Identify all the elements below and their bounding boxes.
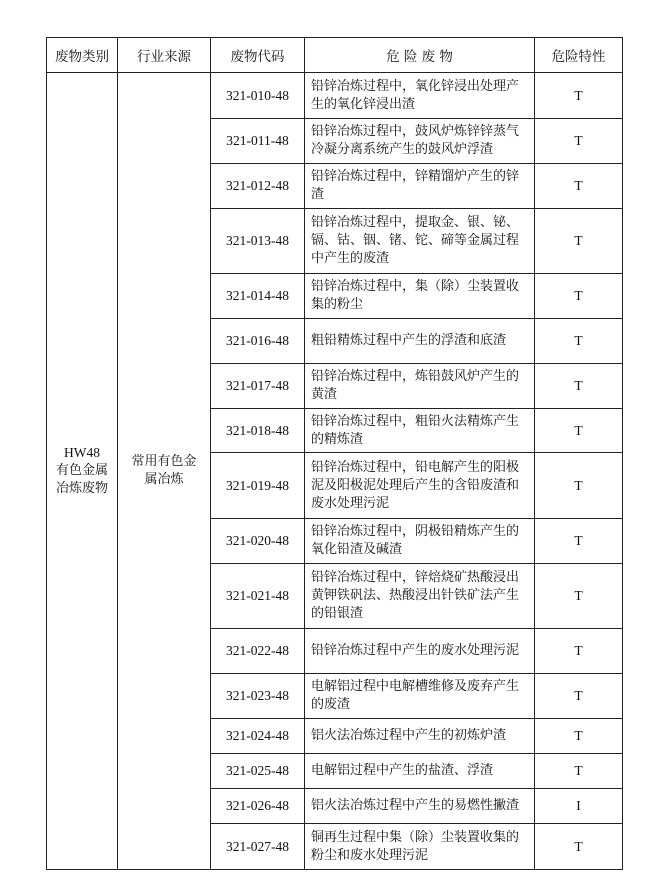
waste-description: 铅锌冶炼过程中，炼铅鼓风炉产生的黄渣 — [305, 364, 535, 409]
waste-code: 321-024-48 — [211, 719, 305, 754]
hazard-trait: T — [535, 164, 623, 209]
hazardous-waste-table — [46, 37, 623, 870]
hazard-trait: T — [535, 519, 623, 564]
header-waste: 危 险 废 物 — [305, 38, 535, 73]
hazard-trait: T — [535, 754, 623, 789]
hazard-trait: T — [535, 274, 623, 319]
waste-code: 321-023-48 — [211, 674, 305, 719]
waste-code: 321-010-48 — [211, 73, 305, 119]
header-row — [47, 38, 623, 73]
waste-code: 321-027-48 — [211, 824, 305, 870]
waste-code: 321-026-48 — [211, 789, 305, 824]
hazard-trait: T — [535, 824, 623, 870]
category-cell — [47, 73, 118, 870]
hazard-trait: T — [535, 564, 623, 629]
category-code: HW48 — [64, 445, 100, 460]
hazard-trait: T — [535, 119, 623, 164]
waste-description: 铅锌冶炼过程中，提取金、银、铋、镉、钴、铟、锗、铊、碲等金属过程中产生的废渣 — [305, 209, 535, 274]
header-category: 废物类别 — [47, 38, 118, 73]
waste-code: 321-014-48 — [211, 274, 305, 319]
waste-description: 铅锌冶炼过程中，集（除）尘装置收集的粉尘 — [305, 274, 535, 319]
waste-code: 321-016-48 — [211, 319, 305, 364]
waste-description: 电解铝过程中电解槽维修及废弃产生的废渣 — [305, 674, 535, 719]
hazard-trait: T — [535, 409, 623, 453]
waste-code: 321-011-48 — [211, 119, 305, 164]
waste-code: 321-020-48 — [211, 519, 305, 564]
waste-code: 321-018-48 — [211, 409, 305, 453]
waste-description: 铝火法冶炼过程中产生的初炼炉渣 — [305, 719, 535, 754]
waste-code: 321-017-48 — [211, 364, 305, 409]
waste-code: 321-013-48 — [211, 209, 305, 274]
waste-description: 粗铅精炼过程中产生的浮渣和底渣 — [305, 319, 535, 364]
hazard-trait: I — [535, 789, 623, 824]
industry-cell: 常用有色金属冶炼 — [118, 73, 211, 870]
hazard-trait: T — [535, 73, 623, 119]
header-code: 废物代码 — [211, 38, 305, 73]
hazard-trait: T — [535, 719, 623, 754]
waste-description: 电解铝过程中产生的盐渣、浮渣 — [305, 754, 535, 789]
header-industry: 行业来源 — [118, 38, 211, 73]
hazard-trait: T — [535, 674, 623, 719]
waste-description: 铅锌冶炼过程中，锌焙烧矿热酸浸出黄钾铁矾法、热酸浸出针铁矿法产生的铅银渣 — [305, 564, 535, 629]
waste-description: 铅锌冶炼过程中，铅电解产生的阳极泥及阳极泥处理后产生的含铅废渣和废水处理污泥 — [305, 453, 535, 519]
waste-code: 321-021-48 — [211, 564, 305, 629]
category-name: 有色金属冶炼废物 — [55, 463, 108, 496]
waste-code: 321-022-48 — [211, 629, 305, 674]
hazard-trait: T — [535, 364, 623, 409]
hazard-trait: T — [535, 319, 623, 364]
hazard-trait: T — [535, 629, 623, 674]
waste-description: 铅锌冶炼过程中，阴极铅精炼产生的氧化铅渣及碱渣 — [305, 519, 535, 564]
waste-description: 铅锌冶炼过程中，锌精馏炉产生的锌渣 — [305, 164, 535, 209]
waste-description: 铝火法冶炼过程中产生的易燃性撇渣 — [305, 789, 535, 824]
waste-description: 铅锌冶炼过程中产生的废水处理污泥 — [305, 629, 535, 674]
table-row — [47, 73, 623, 119]
hazard-trait: T — [535, 209, 623, 274]
waste-description: 铅锌冶炼过程中，氧化锌浸出处理产生的氧化锌浸出渣 — [305, 73, 535, 119]
hazard-trait: T — [535, 453, 623, 519]
waste-description: 铅锌冶炼过程中，鼓风炉炼锌锌蒸气冷凝分离系统产生的鼓风炉浮渣 — [305, 119, 535, 164]
waste-code: 321-019-48 — [211, 453, 305, 519]
waste-code: 321-012-48 — [211, 164, 305, 209]
waste-description: 铜再生过程中集（除）尘装置收集的粉尘和废水处理污泥 — [305, 824, 535, 870]
header-trait: 危险特性 — [535, 38, 623, 73]
waste-description: 铅锌冶炼过程中，粗铅火法精炼产生的精炼渣 — [305, 409, 535, 453]
waste-code: 321-025-48 — [211, 754, 305, 789]
